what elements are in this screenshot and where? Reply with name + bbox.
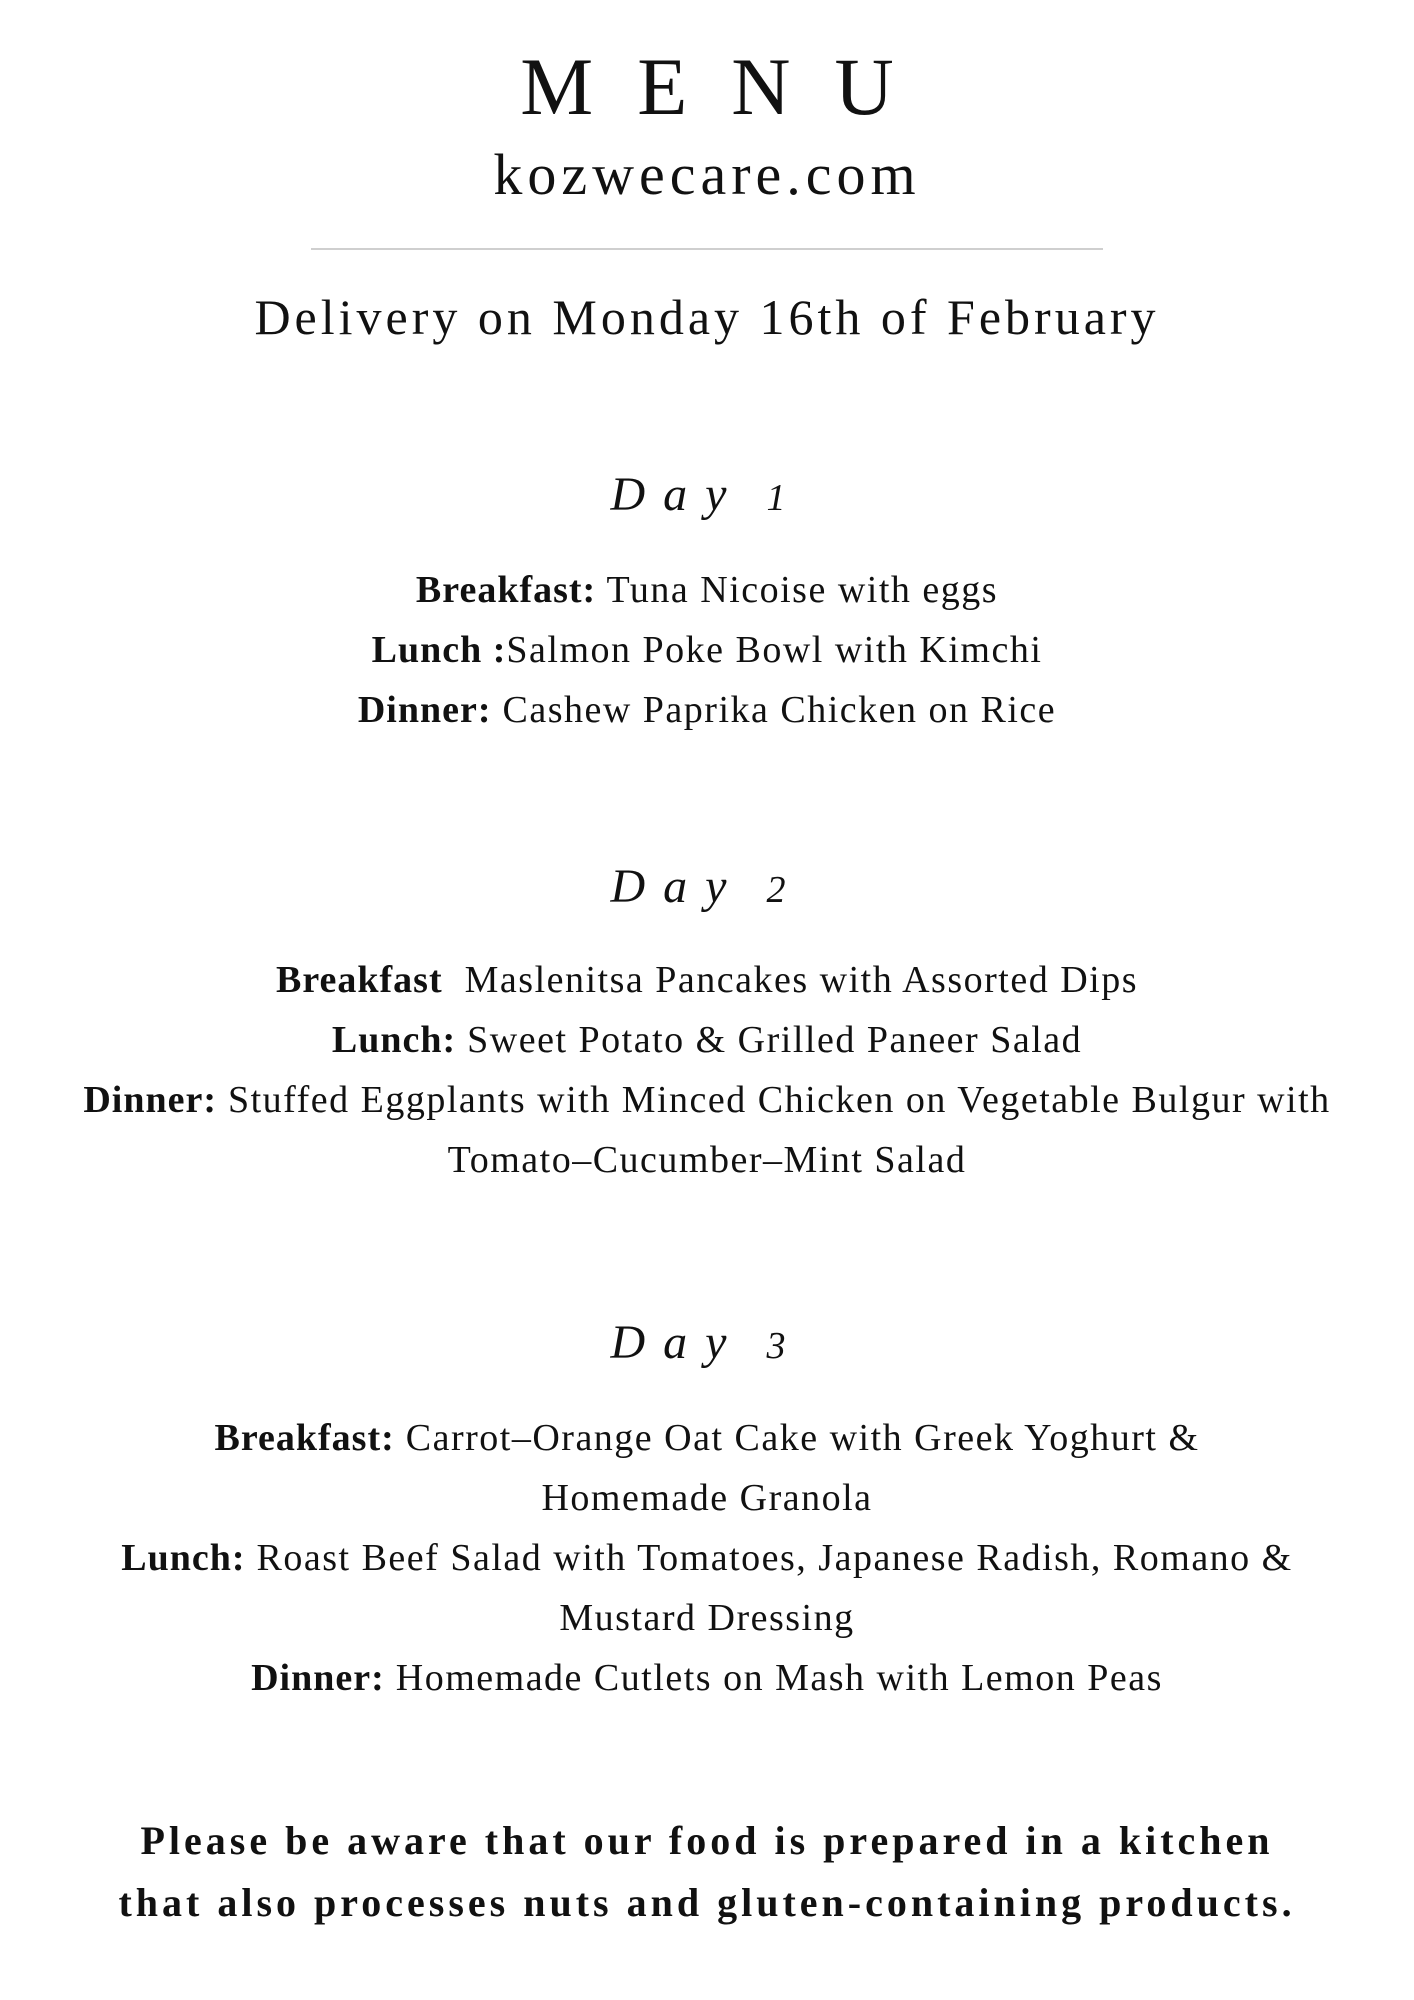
day-2-lunch [40,1010,1374,1070]
allergen-notice [0,1810,1414,1934]
day-3-number: 3 [766,1325,804,1367]
meal-label: Lunch: [331,1019,457,1061]
meal-text: Carrot–Orange Oat Cake with Greek Yoghurt & Homemade Granola [394,1417,1200,1519]
day-3-meals [120,1408,1294,1708]
day-2-label: Day [610,860,745,913]
day-3-heading [0,1313,1414,1376]
day-2-heading [0,857,1414,920]
header-divider [311,248,1103,250]
meal-text: Roast Beef Salad with Tomatoes, Japanese Radish, Romano & Mustard Dressing [245,1537,1293,1639]
day-1-number: 1 [766,477,804,519]
day-1-dinner [40,680,1374,740]
meal-text: Tuna Nicoise with eggs [596,569,999,611]
day-2-breakfast [40,950,1374,1010]
meal-label: Breakfast [276,959,443,1001]
meal-label: Dinner: [83,1079,217,1121]
meal-text: Sweet Potato & Grilled Paneer Salad [456,1019,1083,1061]
day-1-meals [40,560,1374,740]
website-text: kozwecare.com [493,142,921,207]
meal-label: Lunch : [371,629,507,671]
day-1-breakfast [40,560,1374,620]
day-2-dinner [40,1070,1374,1190]
meal-text: Homemade Cutlets on Mash with Lemon Peas [384,1657,1163,1699]
allergen-notice-line-1: Please be aware that our food is prepared in a kitchen [140,1818,1274,1863]
meal-label: Dinner: [251,1657,385,1699]
day-3-breakfast [120,1408,1294,1528]
meal-label: Breakfast: [214,1417,395,1459]
menu-title: MENU [520,41,938,132]
day-2-number: 2 [766,869,804,911]
day-1-label: Day [610,468,745,521]
day-3-label: Day [610,1316,745,1369]
meal-label: Breakfast: [415,569,597,611]
day-3-dinner [120,1648,1294,1708]
meal-text: Stuffed Eggplants with Minced Chicken on Vegetable Bulgur with Tomato–Cucumber–Mint Salad [216,1079,1331,1181]
day-3-lunch [60,1528,1354,1648]
meal-text: Salmon Poke Bowl with Kimchi [506,629,1043,671]
day-2-meals [40,950,1374,1190]
meal-text: Cashew Paprika Chicken on Rice [491,689,1057,731]
meal-label: Lunch: [121,1537,246,1579]
meal-text: Maslenitsa Pancakes with Assorted Dips [442,959,1138,1001]
meal-label: Dinner: [357,689,492,731]
allergen-notice-line-2: that also processes nuts and gluten-containing products. [118,1880,1296,1925]
day-1-lunch [40,620,1374,680]
day-1-heading [0,465,1414,528]
delivery-date: Delivery on Monday 16th of February [254,289,1160,345]
